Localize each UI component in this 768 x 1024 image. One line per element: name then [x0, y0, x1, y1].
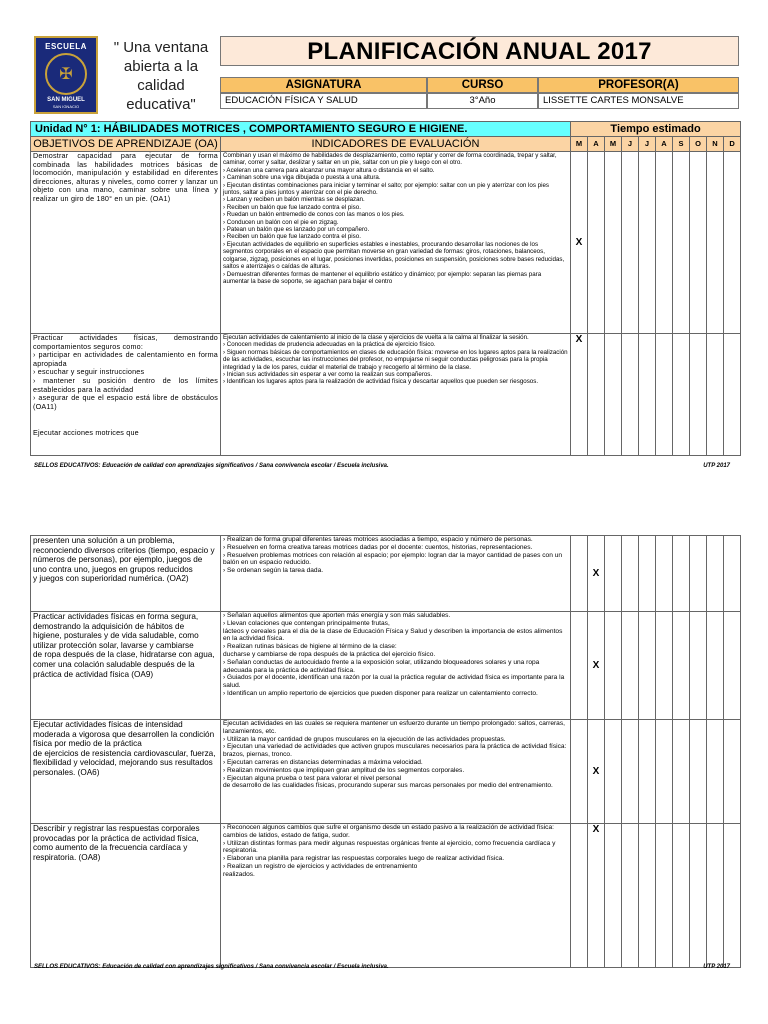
crest-icon: ✠: [45, 53, 87, 95]
month-cell: [707, 536, 724, 612]
oa-cell: Ejecutar actividades físicas de intensidad moderada a vigorosa que desarrollen la condición física por medio de la práctica de ejercicios de resistencia cardiovascular, fuerza, flexibilidad y velocidad, mejorando sus resultados personales. (OA6): [31, 720, 221, 824]
month-cell: [690, 720, 707, 824]
month-header: A: [588, 137, 605, 152]
month-cell: [639, 612, 656, 720]
indicator-cell: Combinan y usan el máximo de habilidades de desplazamiento, como reptar y correr de forma coordinada, trepar y saltar, caminar, correr y saltar, deslizar y saltar en un pie, saltar con un pie y luego con el otro. › Aceleran una carrera para alcanzar una mayor altura o distancia en el salto. › Caminan sobre una viga dibujada o puesta a una altura. › Ejecutan distintas combinaciones para iniciar y terminar el salto; por ejemplo: saltar con un pie y aterrizar con los pies juntos, saltar a pies juntos y aterrizar con el pie derecho. › Lanzan y reciben un balón mientras se desplazan. › Reciben un balón que fue lanzado contra el piso. › Ruedan un balón entremedio de conos con las manos o los pies. › Conducen un balón con el pie en zigzag. › Patean un balón que es lanzado por un compañero. › Reciben un balón que fue lanzado contra el piso. › Ejecutan actividades de equilibrio en superficies estables e inestables, procurando desarrollar las nociones de los segmentos corporales en el espacio que permitan moverse en gran variedad de formas: giros, rotaciones, balanceos, colgarse, zigzag, posiciones en el lugar, posiciones invertidas, posiciones en suspensión, posiciones sobre bases reducidas, saltos e aterrizajes o caídas de alturas. › Demuestran diferentes formas de mantener el equilibrio estático y dinámico; por ejemplo: separan las piernas para aumentar la base de soporte, se agachan para bajar el centro: [221, 152, 571, 334]
month-cell: [673, 334, 690, 456]
footer-sellos: SELLOS EDUCATIVOS: Educación de calidad con aprendizajes significativos / Sana convivencia escolar / Escuela inclusiva.: [34, 463, 389, 469]
month-cell: [724, 334, 741, 456]
page-gap: [0, 480, 768, 520]
month-cell: [690, 612, 707, 720]
month-header: S: [673, 137, 690, 152]
indicators-column-header: INDICADORES DE EVALUACIÓN: [221, 137, 571, 152]
month-cell: [656, 536, 673, 612]
oa-column-header: OBJETIVOS DE APRENDIZAJE (OA): [31, 137, 221, 152]
oa-cell: presenten una solución a un problema, reconociendo diversos criterios (tiempo, espacio y números de personas), por ejemplo, juegos de uno contra uno, juegos en grupos reducidos y juegos con superioridad numérica. (OA2): [31, 536, 221, 612]
oa-cell: Practicar actividades físicas, demostrando comportamientos seguros como: › participar en actividades de calentamiento en forma apropiada › escuchar y seguir instrucciones › mantener su posición dentro de los límites establecidos para la actividad › asegurar de que el espacio está libre de obstáculos (OA11) Ejecutar acciones motrices que: [31, 334, 221, 456]
month-header: O: [690, 137, 707, 152]
header-values-row: [220, 93, 739, 109]
month-cell: [690, 824, 707, 968]
month-cell: [690, 334, 707, 456]
month-cell: [605, 536, 622, 612]
label-profesor: PROFESOR(A): [538, 77, 739, 93]
school-motto: " Una ventana abierta a la calidad educativa": [113, 39, 209, 113]
planning-table-page-1: [30, 121, 741, 456]
month-cell: [707, 152, 724, 334]
month-header: N: [707, 137, 724, 152]
oa-cell: Demostrar capacidad para ejecutar de forma combinada las habilidades motrices básicas de locomoción, manipulación y estabilidad en diferentes direcciones, alturas y niveles, como correr y lanzar un objeto con una mano, caminar sobre una línea y realizar un giro de 180° en un pie. (OA1): [31, 152, 221, 334]
planning-row: [31, 536, 741, 612]
month-cell: [724, 612, 741, 720]
column-header-row: [31, 137, 741, 152]
month-cell: [707, 824, 724, 968]
value-profesor: LISSETTE CARTES MONSALVE: [538, 93, 739, 109]
month-cell: [639, 536, 656, 612]
planning-row: [31, 334, 741, 456]
month-cell: [571, 612, 588, 720]
planning-row: [31, 612, 741, 720]
month-cell: [588, 152, 605, 334]
month-cell: [690, 536, 707, 612]
footer-utp: UTP 2017: [703, 463, 730, 469]
month-cell: [571, 824, 588, 968]
month-cell: [707, 612, 724, 720]
month-cell: [622, 334, 639, 456]
indicator-cell: › Reconocen algunos cambios que sufre el organismo desde un estado pasivo a la realización de actividad física: cambios de latidos, estado de fatiga, sudor. › Utilizan distintas formas para medir algunas respuestas orgánicas frente al ejercicio, como frecuencia cardíaca y respiratoria. › Elaboran una planilla para registrar las respuestas corporales luego de realizar actividad física. › Realizan un registro de ejercicios y actividades de entrenamiento realizados.: [221, 824, 571, 968]
month-mark: X: [588, 720, 605, 824]
school-logo: [34, 36, 98, 114]
month-cell: [605, 612, 622, 720]
month-cell: [639, 824, 656, 968]
month-cell: [571, 720, 588, 824]
month-header: J: [639, 137, 656, 152]
month-header: M: [605, 137, 622, 152]
page-1: [0, 0, 768, 480]
month-cell: [673, 824, 690, 968]
label-curso: CURSO: [427, 77, 538, 93]
month-mark: X: [588, 536, 605, 612]
month-header: M: [571, 137, 588, 152]
month-cell: [707, 334, 724, 456]
logo-town: SAN MIGUEL: [47, 97, 85, 103]
planning-row: [31, 824, 741, 968]
month-cell: [639, 334, 656, 456]
month-cell: [724, 536, 741, 612]
logo-subtitle: SAN IGNACIO: [52, 104, 80, 109]
month-cell: [605, 824, 622, 968]
label-asignatura: ASIGNATURA: [220, 77, 427, 93]
month-mark: X: [571, 152, 588, 334]
month-header: J: [622, 137, 639, 152]
month-cell: [639, 152, 656, 334]
indicator-cell: › Realizan de forma grupal diferentes tareas motrices asociadas a tiempo, espacio y número de personas. › Resuelven en forma creativa tareas motrices dadas por el docente: cuentos, historias, representaciones. › Resuelven problemas motrices con relación al espacio; por ejemplo: logran dar la mayor cantidad de pases con un balón en un espacio reducido. › Se ordenan según la tarea dada.: [221, 536, 571, 612]
month-header: D: [724, 137, 741, 152]
indicator-cell: Ejecutan actividades de calentamiento al inicio de la clase y ejercicios de vuelta a la calma al finalizar la sesión. › Conocen medidas de prudencia adecuadas en la práctica de ejercicio físico. › Siguen normas básicas de comportamientos en clases de educación física: moverse en los lugares aptos para la realización de las actividades, escuchar las instrucciones del profesor, no empujarse ni seguir conductas peligrosas para la propia integridad y la de los pares, cuidar el material de trabajo y recogerlo al término de la clase. › Inician sus actividades sin esperar a ver como la realizan sus compañeros. › Identifican los lugares aptos para la realización de actividad física y descartar aquellos que pueden ser riesgosos.: [221, 334, 571, 456]
month-cell: [656, 824, 673, 968]
month-cell: [622, 612, 639, 720]
month-mark: X: [571, 334, 588, 456]
month-cell: [571, 536, 588, 612]
month-cell: [605, 152, 622, 334]
planning-row: [31, 720, 741, 824]
header-labels-row: [220, 77, 739, 93]
unit-title: Unidad N° 1: HÁBILIDADES MOTRICES , COMPORTAMIENTO SEGURO E HIGIENE.: [31, 122, 571, 137]
month-cell: [707, 720, 724, 824]
month-cell: [724, 720, 741, 824]
month-cell: [622, 152, 639, 334]
month-header: A: [656, 137, 673, 152]
month-cell: [673, 720, 690, 824]
indicator-cell: Ejecutan actividades en las cuales se requiera mantener un esfuerzo durante un tiempo prolongado: saltos, carreras, lanzamientos, etc. › Utilizan la mayor cantidad de grupos musculares en la ejecución de las actividades propuestas. › Ejecutan una variedad de actividades que activen grupos musculares necesarios para la práctica de actividad física: brazos, piernas, tronco. › Ejecutan carreras en distancias determinadas a máxima velocidad. › Realizan movimientos que impliquen gran amplitud de los segmentos corporales. › Ejecutan alguna prueba o test para valorar el nivel personal de desarrollo de las cualidades físicas, procurando superar sus marcas personales por medio del entrenamiento.: [221, 720, 571, 824]
month-cell: [724, 824, 741, 968]
month-mark: X: [588, 612, 605, 720]
month-cell: [656, 720, 673, 824]
value-curso: 3°Año: [427, 93, 538, 109]
planning-row: [31, 152, 741, 334]
tiempo-estimado-header: Tiempo estimado: [571, 122, 741, 137]
month-cell: [656, 612, 673, 720]
page-title: PLANIFICACIÓN ANUAL 2017: [220, 36, 739, 66]
month-cell: [690, 152, 707, 334]
month-cell: [656, 152, 673, 334]
value-asignatura: EDUCACIÓN FÍSICA Y SALUD: [220, 93, 427, 109]
footer-utp: UTP 2017: [703, 964, 730, 970]
oa-cell: Practicar actividades físicas en forma segura, demostrando la adquisición de hábitos de higiene, posturales y de vida saludable, como utilizar protección solar, lavarse y cambiarse de ropa después de la clase, hidratarse con agua, comer una colación saludable después de la práctica de actividad física (OA9): [31, 612, 221, 720]
month-cell: [639, 720, 656, 824]
month-mark: X: [588, 824, 605, 968]
indicator-cell: › Señalan aquellos alimentos que aporten más energía y son más saludables. › Llevan colaciones que contengan principalmente frutas, lácteos y cereales para el día de la clase de Educación Física y Salud y describen la importancia de estos alimentos en la actividad física. › Realizan rutinas básicas de higiene al término de la clase: ducharse y cambiarse de ropa después de la práctica del ejercicio físico. › Señalan conductas de autocuidado frente a la exposición solar, utilizando bloqueadores solares y una ropa adecuada para la práctica de actividad física. › Guiados por el docente, identifican una razón por la cual la práctica regular de actividad física es importante para la salud. › Identifican un amplio repertorio de ejercicios que pueden disponer para realizar un calentamiento correcto.: [221, 612, 571, 720]
oa-cell: Describir y registrar las respuestas corporales provocadas por la práctica de actividad física, como aumento de la frecuencia cardíaca y respiratoria. (OA8): [31, 824, 221, 968]
month-cell: [724, 152, 741, 334]
month-cell: [622, 720, 639, 824]
month-cell: [622, 536, 639, 612]
month-cell: [605, 720, 622, 824]
month-cell: [605, 334, 622, 456]
unit-row: [31, 122, 741, 137]
month-cell: [656, 334, 673, 456]
month-cell: [673, 152, 690, 334]
month-cell: [673, 536, 690, 612]
logo-title: ESCUELA: [45, 42, 87, 51]
planning-table-page-2: [30, 535, 741, 968]
month-cell: [588, 334, 605, 456]
month-cell: [622, 824, 639, 968]
footer-sellos: SELLOS EDUCATIVOS: Educación de calidad con aprendizajes significativos / Sana convivencia escolar / Escuela inclusiva.: [34, 964, 389, 970]
page-2: [0, 520, 768, 1024]
month-cell: [673, 612, 690, 720]
